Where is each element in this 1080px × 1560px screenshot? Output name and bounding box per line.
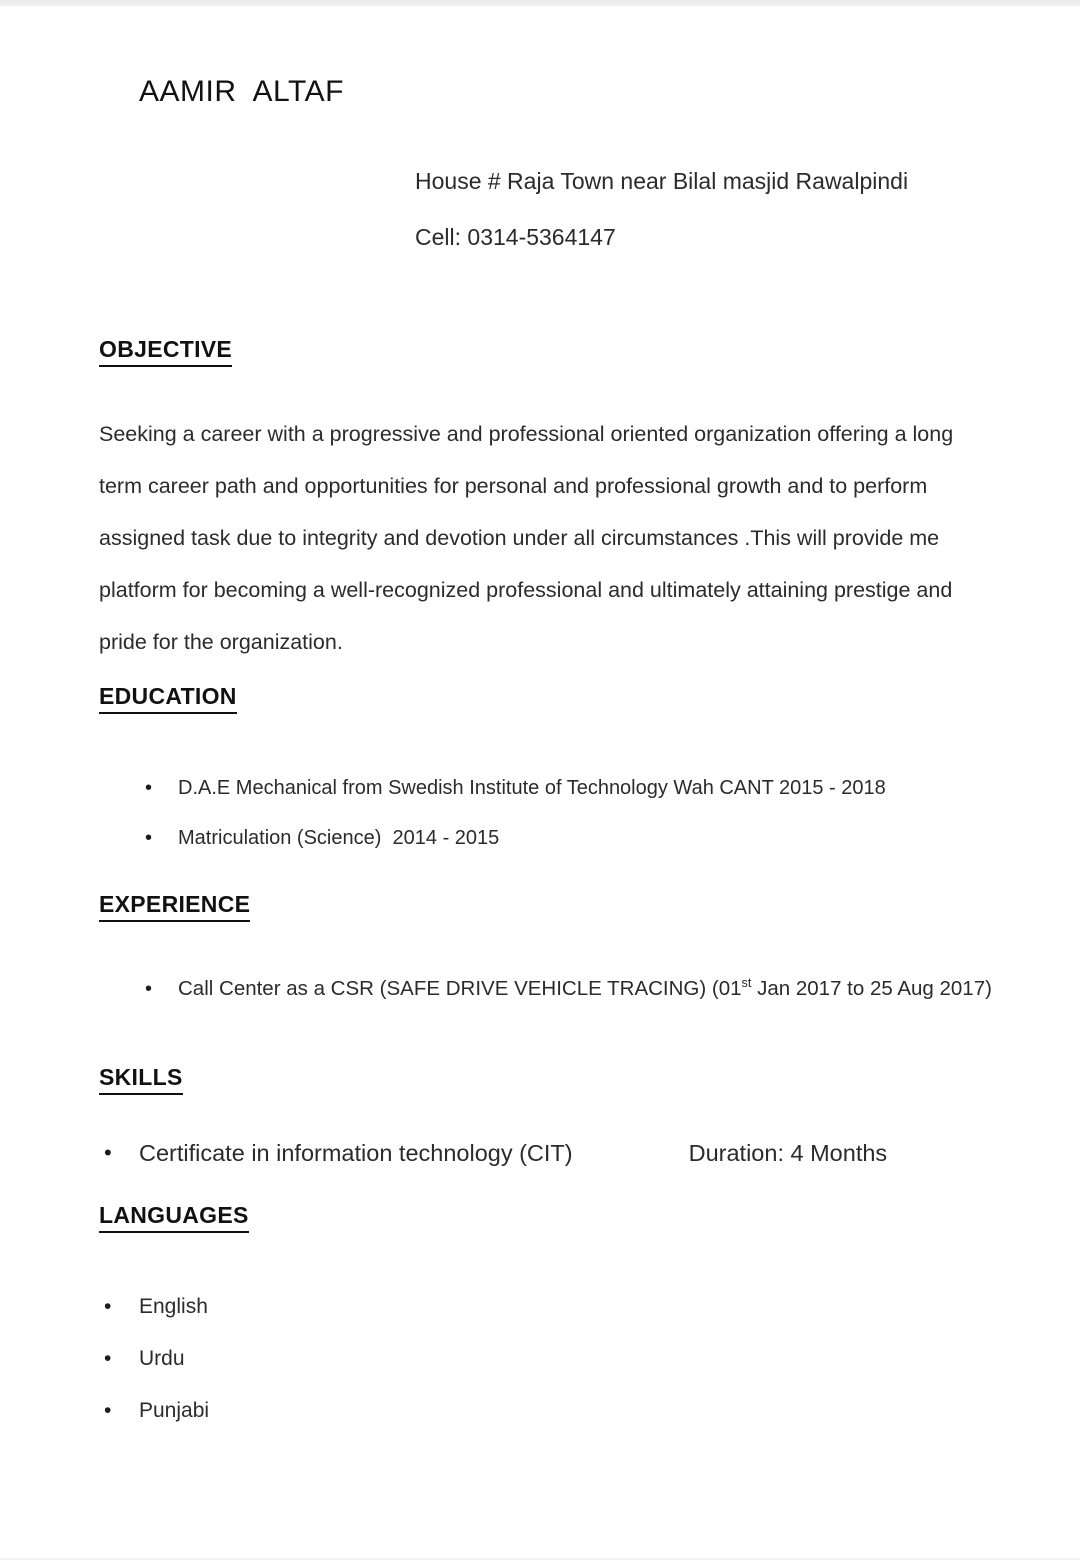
experience-text-prefix: Call Center as a CSR (SAFE DRIVE VEHICLE TRACING) (01	[178, 977, 742, 1000]
experience-list	[145, 971, 992, 1007]
list-item	[104, 1133, 887, 1173]
list-item: • D.A.E Mechanical from Swedish Institute of Technology Wah CANT 2015 - 2018	[145, 763, 886, 813]
section-heading-objective: OBJECTIVE	[99, 336, 232, 367]
contact-phone: Cell: 0314-5364147	[415, 224, 616, 250]
list-item: • English	[104, 1281, 209, 1333]
education-list	[145, 763, 886, 863]
objective-line: Seeking a career with a progressive and professional oriented organization offering a long	[99, 422, 954, 446]
list-item	[145, 971, 992, 1007]
experience-ordinal-superscript: st	[741, 975, 752, 991]
candidate-name: AAMIR ALTAF	[139, 75, 344, 108]
contact-address: House # Raja Town near Bilal masjid Rawalpindi	[415, 168, 909, 194]
section-heading-skills: SKILLS	[99, 1064, 183, 1095]
top-edge-strip	[0, 0, 1080, 7]
skill-name: Certificate in information technology (CIT)	[139, 1140, 573, 1166]
objective-line: assigned task due to integrity and devotion under all circumstances .This will provide me	[99, 526, 940, 550]
skill-duration: Duration: 4 Months	[688, 1140, 888, 1166]
list-item: • Punjabi	[104, 1385, 209, 1437]
objective-paragraph	[99, 408, 1021, 668]
contact-block	[415, 153, 1035, 265]
languages-list	[104, 1281, 209, 1437]
skills-list	[104, 1133, 887, 1173]
experience-text-suffix: Jan 2017 to 25 Aug 2017)	[751, 977, 992, 1000]
objective-line: term career path and opportunities for personal and professional growth and to perform	[99, 474, 928, 498]
list-item: • Matriculation (Science) 2014 - 2015	[145, 813, 886, 863]
section-heading-languages: LANGUAGES	[99, 1202, 249, 1233]
list-item: • Urdu	[104, 1333, 209, 1385]
section-heading-education: EDUCATION	[99, 683, 237, 714]
objective-line: platform for becoming a well-recognized professional and ultimately attaining prestige and	[99, 578, 953, 602]
resume-page	[0, 7, 1080, 1558]
section-heading-experience: EXPERIENCE	[99, 891, 250, 922]
objective-line: pride for the organization.	[99, 630, 343, 654]
